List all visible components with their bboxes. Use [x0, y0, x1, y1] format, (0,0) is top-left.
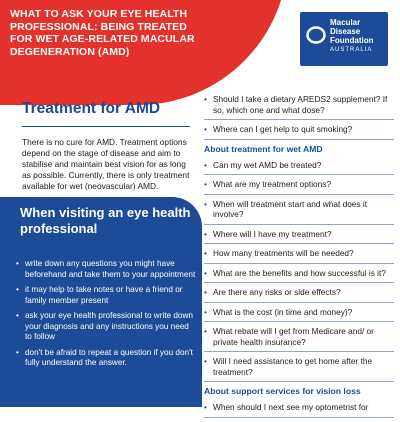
visiting-heading: When visiting an eye health professional [20, 205, 191, 236]
heading-divider [22, 126, 190, 127]
question-item: • Where can I get help to quit smoking? [204, 124, 394, 140]
about-treatment-heading: About treatment for wet AMD [204, 143, 323, 154]
list-item: • don't be afraid to repeat a question if you don't fully understand the answer. [16, 348, 196, 369]
question-item: • Where will I have my treatment? [204, 229, 394, 245]
logo-wordmark [330, 18, 374, 55]
treatment-heading: Treatment for AMD [22, 100, 161, 117]
logo-line: Foundation [330, 36, 374, 45]
question-item: • What rebate will I get from Medicare and/ or private health insurance? [204, 326, 394, 352]
logo-line: Macular [330, 18, 361, 27]
logo-line: AUSTRALIA [330, 47, 373, 53]
question-item: • What are the benefits and how successful is it? [204, 268, 394, 284]
question-item: • What are my treatment options? [204, 179, 394, 195]
eye-ring-icon [306, 25, 326, 45]
title-line: WHAT TO ASK YOUR EYE HEALTH [10, 8, 188, 20]
question-item: • Can my wet AMD be treated? [204, 160, 394, 176]
question-item: • Are there any risks or side effects? [204, 287, 394, 303]
questions-column [204, 94, 394, 422]
visiting-tips-list [16, 259, 196, 374]
title-line: PROFESSIONAL: BEING TREATED [10, 20, 187, 33]
macular-disease-foundation-logo [300, 12, 388, 66]
list-item: • it may help to take notes or have a friend or family member present [16, 285, 196, 306]
question-item: • When will treatment start and what does it involve? [204, 199, 394, 225]
page-title [10, 8, 280, 58]
title-line: DEGENERATION (AMD) [10, 45, 130, 58]
treatment-questions-list [204, 160, 394, 383]
question-item: • What is the cost (in time and money)? [204, 307, 394, 323]
list-item: • ask your eye health professional to write down your diagnosis and any instructions you need to follow [16, 311, 196, 343]
support-questions-list [204, 402, 394, 418]
support-services-heading: About support services for vision loss [204, 386, 361, 396]
treatment-paragraph: There is no cure for AMD. Treatment options depend on the stage of disease and aim to stabilise and maintain best vision for as long as possible. Currently, there is only treatment available for wet (neovascular) AMD. [22, 137, 190, 191]
logo-line: Disease [330, 27, 361, 36]
general-questions-list [204, 94, 394, 140]
title-line: FOR WET AGE-RELATED MACULAR [10, 33, 195, 45]
question-item: • Should I take a dietary AREDS2 supplement? If so, which one and what dose? [204, 94, 394, 120]
list-item: • write down any questions you might have beforehand and take them to your appointment [16, 259, 196, 280]
question-item: • Will I need assistance to get home after the treatment? [204, 356, 394, 382]
question-item: • When should I next see my optometrist for [204, 402, 394, 418]
question-item: • How many treatments will be needed? [204, 248, 394, 264]
visiting-tips-panel [0, 197, 202, 407]
